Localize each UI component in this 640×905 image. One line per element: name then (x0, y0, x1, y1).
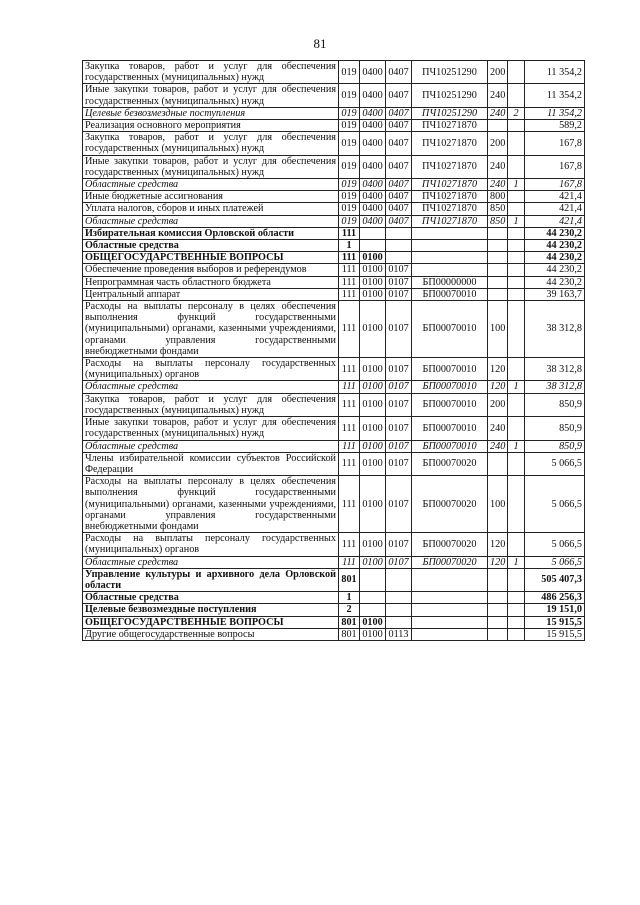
row-code: 111 (339, 288, 360, 300)
table-row (83, 107, 585, 119)
row-code: 111 (339, 381, 360, 393)
row-code: 111 (339, 252, 360, 264)
row-amount: 38 312,8 (525, 301, 585, 358)
row-name: Областные средства (83, 215, 339, 227)
row-expense-type: 800 (488, 191, 508, 203)
row-code: 019 (339, 84, 360, 107)
row-amount: 5 066,5 (525, 533, 585, 556)
row-subsection (386, 240, 412, 252)
row-name: Уплата налогов, сборов и иных платежей (83, 203, 339, 215)
row-name: Другие общегосударственные вопросы (83, 628, 339, 640)
row-expense-type (488, 227, 508, 239)
row-funding-source (508, 288, 525, 300)
row-funding-source (508, 132, 525, 155)
row-target-article: БП00000000 (412, 276, 488, 288)
row-target-article: БП00070020 (412, 476, 488, 533)
row-subsection: 0107 (386, 417, 412, 440)
row-expense-type: 200 (488, 61, 508, 84)
row-funding-source (508, 417, 525, 440)
row-code: 2 (339, 604, 360, 616)
row-name: Областные средства (83, 240, 339, 252)
table-row (83, 592, 585, 604)
row-code: 111 (339, 393, 360, 416)
row-amount: 15 915,5 (525, 628, 585, 640)
row-name: ОБЩЕГОСУДАРСТВЕННЫЕ ВОПРОСЫ (83, 252, 339, 264)
row-name: Целевые безвозмездные поступления (83, 604, 339, 616)
row-amount: 44 230,2 (525, 227, 585, 239)
table-row (83, 616, 585, 628)
row-funding-source (508, 568, 525, 591)
row-funding-source (508, 592, 525, 604)
row-target-article: ПЧ10271870 (412, 120, 488, 132)
row-subsection: 0107 (386, 533, 412, 556)
row-section: 0100 (360, 381, 386, 393)
row-funding-source (508, 264, 525, 276)
row-subsection (386, 252, 412, 264)
row-code: 111 (339, 533, 360, 556)
table-row (83, 252, 585, 264)
row-code: 111 (339, 301, 360, 358)
row-amount: 486 256,3 (525, 592, 585, 604)
row-target-article (412, 227, 488, 239)
row-code: 019 (339, 191, 360, 203)
row-section: 0400 (360, 191, 386, 203)
table-row (83, 556, 585, 568)
row-funding-source (508, 191, 525, 203)
row-name: Члены избирательной комиссии субъектов Российской Федерации (83, 452, 339, 475)
table-row (83, 301, 585, 358)
row-code: 019 (339, 61, 360, 84)
row-expense-type: 850 (488, 203, 508, 215)
row-expense-type: 240 (488, 179, 508, 191)
row-section: 0100 (360, 556, 386, 568)
row-target-article (412, 592, 488, 604)
table-row (83, 215, 585, 227)
table-row (83, 533, 585, 556)
row-subsection: 0107 (386, 556, 412, 568)
table-row (83, 61, 585, 84)
row-code: 019 (339, 203, 360, 215)
row-target-article: ПЧ10271870 (412, 215, 488, 227)
table-row (83, 276, 585, 288)
row-code: 111 (339, 556, 360, 568)
row-funding-source (508, 533, 525, 556)
row-name: Реализация основного мероприятия (83, 120, 339, 132)
row-expense-type (488, 616, 508, 628)
row-subsection (386, 616, 412, 628)
row-expense-type (488, 604, 508, 616)
row-code: 111 (339, 358, 360, 381)
row-expense-type: 240 (488, 107, 508, 119)
row-target-article: ПЧ10271870 (412, 132, 488, 155)
row-target-article: ПЧ10251290 (412, 84, 488, 107)
budget-table (82, 60, 585, 641)
row-funding-source (508, 301, 525, 358)
row-amount: 38 312,8 (525, 381, 585, 393)
row-amount: 167,8 (525, 179, 585, 191)
row-subsection: 0107 (386, 393, 412, 416)
row-subsection (386, 592, 412, 604)
row-amount: 167,8 (525, 132, 585, 155)
row-amount: 167,8 (525, 155, 585, 178)
page-number: 81 (313, 36, 327, 51)
row-subsection (386, 227, 412, 239)
table-row (83, 476, 585, 533)
row-expense-type: 240 (488, 440, 508, 452)
row-subsection: 0407 (386, 179, 412, 191)
row-section: 0100 (360, 264, 386, 276)
row-funding-source (508, 604, 525, 616)
row-code: 1 (339, 240, 360, 252)
row-subsection: 0407 (386, 132, 412, 155)
row-expense-type: 850 (488, 215, 508, 227)
row-amount: 421,4 (525, 215, 585, 227)
row-expense-type: 120 (488, 381, 508, 393)
row-subsection: 0407 (386, 215, 412, 227)
row-target-article: ПЧ10271870 (412, 155, 488, 178)
row-target-article: БП00070020 (412, 533, 488, 556)
row-code: 111 (339, 440, 360, 452)
row-code: 019 (339, 215, 360, 227)
row-expense-type: 120 (488, 358, 508, 381)
row-section: 0400 (360, 107, 386, 119)
row-subsection: 0107 (386, 264, 412, 276)
row-expense-type (488, 276, 508, 288)
row-amount: 421,4 (525, 191, 585, 203)
row-subsection (386, 568, 412, 591)
row-section: 0100 (360, 533, 386, 556)
row-target-article: БП00070010 (412, 440, 488, 452)
row-section: 0100 (360, 393, 386, 416)
row-name: Закупка товаров, работ и услуг для обеспечения государственных (муниципальных) нужд (83, 393, 339, 416)
row-amount: 44 230,2 (525, 240, 585, 252)
row-target-article (412, 628, 488, 640)
row-section: 0100 (360, 276, 386, 288)
table-row (83, 381, 585, 393)
row-name: Иные закупки товаров, работ и услуг для обеспечения государственных (муниципальных) нужд (83, 417, 339, 440)
table-row (83, 84, 585, 107)
row-funding-source: 1 (508, 179, 525, 191)
row-section: 0400 (360, 179, 386, 191)
row-subsection: 0107 (386, 301, 412, 358)
row-name: Расходы на выплаты персоналу государственных (муниципальных) органов (83, 358, 339, 381)
row-amount: 44 230,2 (525, 264, 585, 276)
row-target-article: БП00070010 (412, 393, 488, 416)
row-funding-source: 2 (508, 107, 525, 119)
row-expense-type (488, 628, 508, 640)
row-target-article: ПЧ10271870 (412, 179, 488, 191)
row-subsection: 0407 (386, 191, 412, 203)
row-expense-type (488, 264, 508, 276)
row-target-article (412, 568, 488, 591)
row-code: 111 (339, 264, 360, 276)
table-row (83, 227, 585, 239)
row-expense-type: 100 (488, 476, 508, 533)
table-row (83, 628, 585, 640)
row-target-article (412, 616, 488, 628)
row-section: 0100 (360, 476, 386, 533)
row-name: Областные средства (83, 381, 339, 393)
row-name: Расходы на выплаты персоналу в целях обеспечения выполнения функций государственными (муниципальными) органами, казенными учреждениями, органами управления государственными внебюджетными фондами (83, 476, 339, 533)
row-expense-type: 120 (488, 533, 508, 556)
table-row (83, 393, 585, 416)
row-funding-source (508, 393, 525, 416)
table-row (83, 288, 585, 300)
row-funding-source (508, 358, 525, 381)
row-amount: 589,2 (525, 120, 585, 132)
row-section: 0100 (360, 440, 386, 452)
table-row (83, 440, 585, 452)
row-code: 019 (339, 132, 360, 155)
row-subsection: 0113 (386, 628, 412, 640)
row-name: Областные средства (83, 179, 339, 191)
row-funding-source (508, 227, 525, 239)
row-target-article: БП00070020 (412, 452, 488, 475)
row-section: 0100 (360, 288, 386, 300)
row-subsection: 0107 (386, 381, 412, 393)
row-subsection: 0407 (386, 107, 412, 119)
row-expense-type (488, 120, 508, 132)
table-row (83, 179, 585, 191)
row-code: 019 (339, 155, 360, 178)
row-target-article: ПЧ10251290 (412, 61, 488, 84)
row-name: Иные закупки товаров, работ и услуг для обеспечения государственных (муниципальных) нужд (83, 84, 339, 107)
row-expense-type: 240 (488, 84, 508, 107)
row-code: 019 (339, 179, 360, 191)
row-subsection: 0107 (386, 440, 412, 452)
table-row (83, 203, 585, 215)
row-name: Целевые безвозмездные поступления (83, 107, 339, 119)
row-amount: 850,9 (525, 393, 585, 416)
row-section (360, 240, 386, 252)
row-section: 0400 (360, 132, 386, 155)
row-subsection (386, 604, 412, 616)
row-name: Областные средства (83, 592, 339, 604)
row-amount: 5 066,5 (525, 556, 585, 568)
row-amount: 19 151,0 (525, 604, 585, 616)
row-section: 0400 (360, 203, 386, 215)
row-expense-type (488, 452, 508, 475)
row-amount: 44 230,2 (525, 252, 585, 264)
table-row (83, 358, 585, 381)
row-target-article (412, 240, 488, 252)
table-row (83, 604, 585, 616)
row-code: 111 (339, 227, 360, 239)
row-funding-source (508, 61, 525, 84)
row-code: 801 (339, 616, 360, 628)
row-section: 0100 (360, 616, 386, 628)
row-name: Закупка товаров, работ и услуг для обеспечения государственных (муниципальных) нужд (83, 61, 339, 84)
row-subsection: 0407 (386, 84, 412, 107)
row-funding-source (508, 155, 525, 178)
row-section: 0100 (360, 417, 386, 440)
row-name: Расходы на выплаты персоналу государственных (муниципальных) органов (83, 533, 339, 556)
row-code: 019 (339, 107, 360, 119)
row-expense-type: 200 (488, 393, 508, 416)
table-row (83, 240, 585, 252)
row-section: 0100 (360, 358, 386, 381)
row-funding-source (508, 616, 525, 628)
row-expense-type (488, 252, 508, 264)
row-subsection: 0107 (386, 358, 412, 381)
row-section: 0100 (360, 301, 386, 358)
row-amount: 11 354,2 (525, 61, 585, 84)
row-amount: 38 312,8 (525, 358, 585, 381)
row-subsection: 0107 (386, 288, 412, 300)
table-row (83, 191, 585, 203)
row-funding-source (508, 276, 525, 288)
row-amount: 44 230,2 (525, 276, 585, 288)
row-funding-source: 1 (508, 556, 525, 568)
row-subsection: 0407 (386, 120, 412, 132)
row-section: 0400 (360, 155, 386, 178)
row-section: 0100 (360, 628, 386, 640)
row-section: 0400 (360, 215, 386, 227)
row-expense-type (488, 288, 508, 300)
row-funding-source (508, 120, 525, 132)
row-expense-type (488, 568, 508, 591)
row-section: 0400 (360, 61, 386, 84)
row-expense-type: 200 (488, 132, 508, 155)
row-target-article: ПЧ10271870 (412, 203, 488, 215)
row-target-article (412, 252, 488, 264)
row-target-article: БП00070010 (412, 417, 488, 440)
row-name: Центральный аппарат (83, 288, 339, 300)
row-name: Областные средства (83, 556, 339, 568)
row-code: 801 (339, 568, 360, 591)
row-target-article: БП00070010 (412, 301, 488, 358)
row-name: Управление культуры и архивного дела Орловской области (83, 568, 339, 591)
row-target-article: БП00070010 (412, 381, 488, 393)
row-funding-source (508, 84, 525, 107)
row-expense-type: 100 (488, 301, 508, 358)
row-amount: 421,4 (525, 203, 585, 215)
row-name: Областные средства (83, 440, 339, 452)
row-amount: 5 066,5 (525, 476, 585, 533)
row-target-article (412, 604, 488, 616)
row-section: 0400 (360, 120, 386, 132)
row-name: Иные закупки товаров, работ и услуг для обеспечения государственных (муниципальных) нужд (83, 155, 339, 178)
row-code: 111 (339, 276, 360, 288)
table-row (83, 120, 585, 132)
row-expense-type (488, 592, 508, 604)
row-code: 111 (339, 476, 360, 533)
table-row (83, 264, 585, 276)
row-name: Избирательная комиссия Орловской области (83, 227, 339, 239)
row-funding-source (508, 252, 525, 264)
row-section: 0100 (360, 452, 386, 475)
row-code: 801 (339, 628, 360, 640)
row-amount: 505 407,3 (525, 568, 585, 591)
row-amount: 11 354,2 (525, 107, 585, 119)
table-row (83, 568, 585, 591)
row-name: Расходы на выплаты персоналу в целях обеспечения выполнения функций государственными (муниципальными) органами, казенными учреждениями, органами управления государственными внебюджетными фондами (83, 301, 339, 358)
row-funding-source (508, 476, 525, 533)
row-expense-type: 240 (488, 155, 508, 178)
table-row (83, 132, 585, 155)
row-name: Иные бюджетные ассигнования (83, 191, 339, 203)
row-subsection: 0407 (386, 61, 412, 84)
row-target-article: ПЧ10271870 (412, 191, 488, 203)
row-section (360, 604, 386, 616)
row-code: 111 (339, 417, 360, 440)
row-section: 0400 (360, 84, 386, 107)
row-code: 111 (339, 452, 360, 475)
table-row (83, 452, 585, 475)
row-name: Закупка товаров, работ и услуг для обеспечения государственных (муниципальных) нужд (83, 132, 339, 155)
row-amount: 850,9 (525, 440, 585, 452)
row-subsection: 0107 (386, 476, 412, 533)
row-section (360, 592, 386, 604)
row-funding-source: 1 (508, 215, 525, 227)
row-section (360, 568, 386, 591)
row-subsection: 0407 (386, 203, 412, 215)
row-amount: 11 354,2 (525, 84, 585, 107)
row-funding-source: 1 (508, 381, 525, 393)
row-target-article: БП00070010 (412, 288, 488, 300)
row-funding-source (508, 203, 525, 215)
row-expense-type: 120 (488, 556, 508, 568)
row-expense-type (488, 240, 508, 252)
row-amount: 850,9 (525, 417, 585, 440)
table-row (83, 155, 585, 178)
row-target-article: БП00070020 (412, 556, 488, 568)
row-expense-type: 240 (488, 417, 508, 440)
row-funding-source (508, 628, 525, 640)
row-funding-source (508, 240, 525, 252)
row-amount: 15 915,5 (525, 616, 585, 628)
row-target-article (412, 264, 488, 276)
table-row (83, 417, 585, 440)
row-section: 0100 (360, 252, 386, 264)
row-name: Непрограммная часть областного бюджета (83, 276, 339, 288)
row-code: 1 (339, 592, 360, 604)
row-amount: 5 066,5 (525, 452, 585, 475)
row-funding-source: 1 (508, 440, 525, 452)
row-funding-source (508, 452, 525, 475)
row-target-article: ПЧ10251290 (412, 107, 488, 119)
row-name: ОБЩЕГОСУДАРСТВЕННЫЕ ВОПРОСЫ (83, 616, 339, 628)
row-subsection: 0107 (386, 452, 412, 475)
row-subsection: 0107 (386, 276, 412, 288)
row-subsection: 0407 (386, 155, 412, 178)
row-amount: 39 163,7 (525, 288, 585, 300)
row-target-article: БП00070010 (412, 358, 488, 381)
row-code: 019 (339, 120, 360, 132)
row-name: Обеспечение проведения выборов и референдумов (83, 264, 339, 276)
row-section (360, 227, 386, 239)
